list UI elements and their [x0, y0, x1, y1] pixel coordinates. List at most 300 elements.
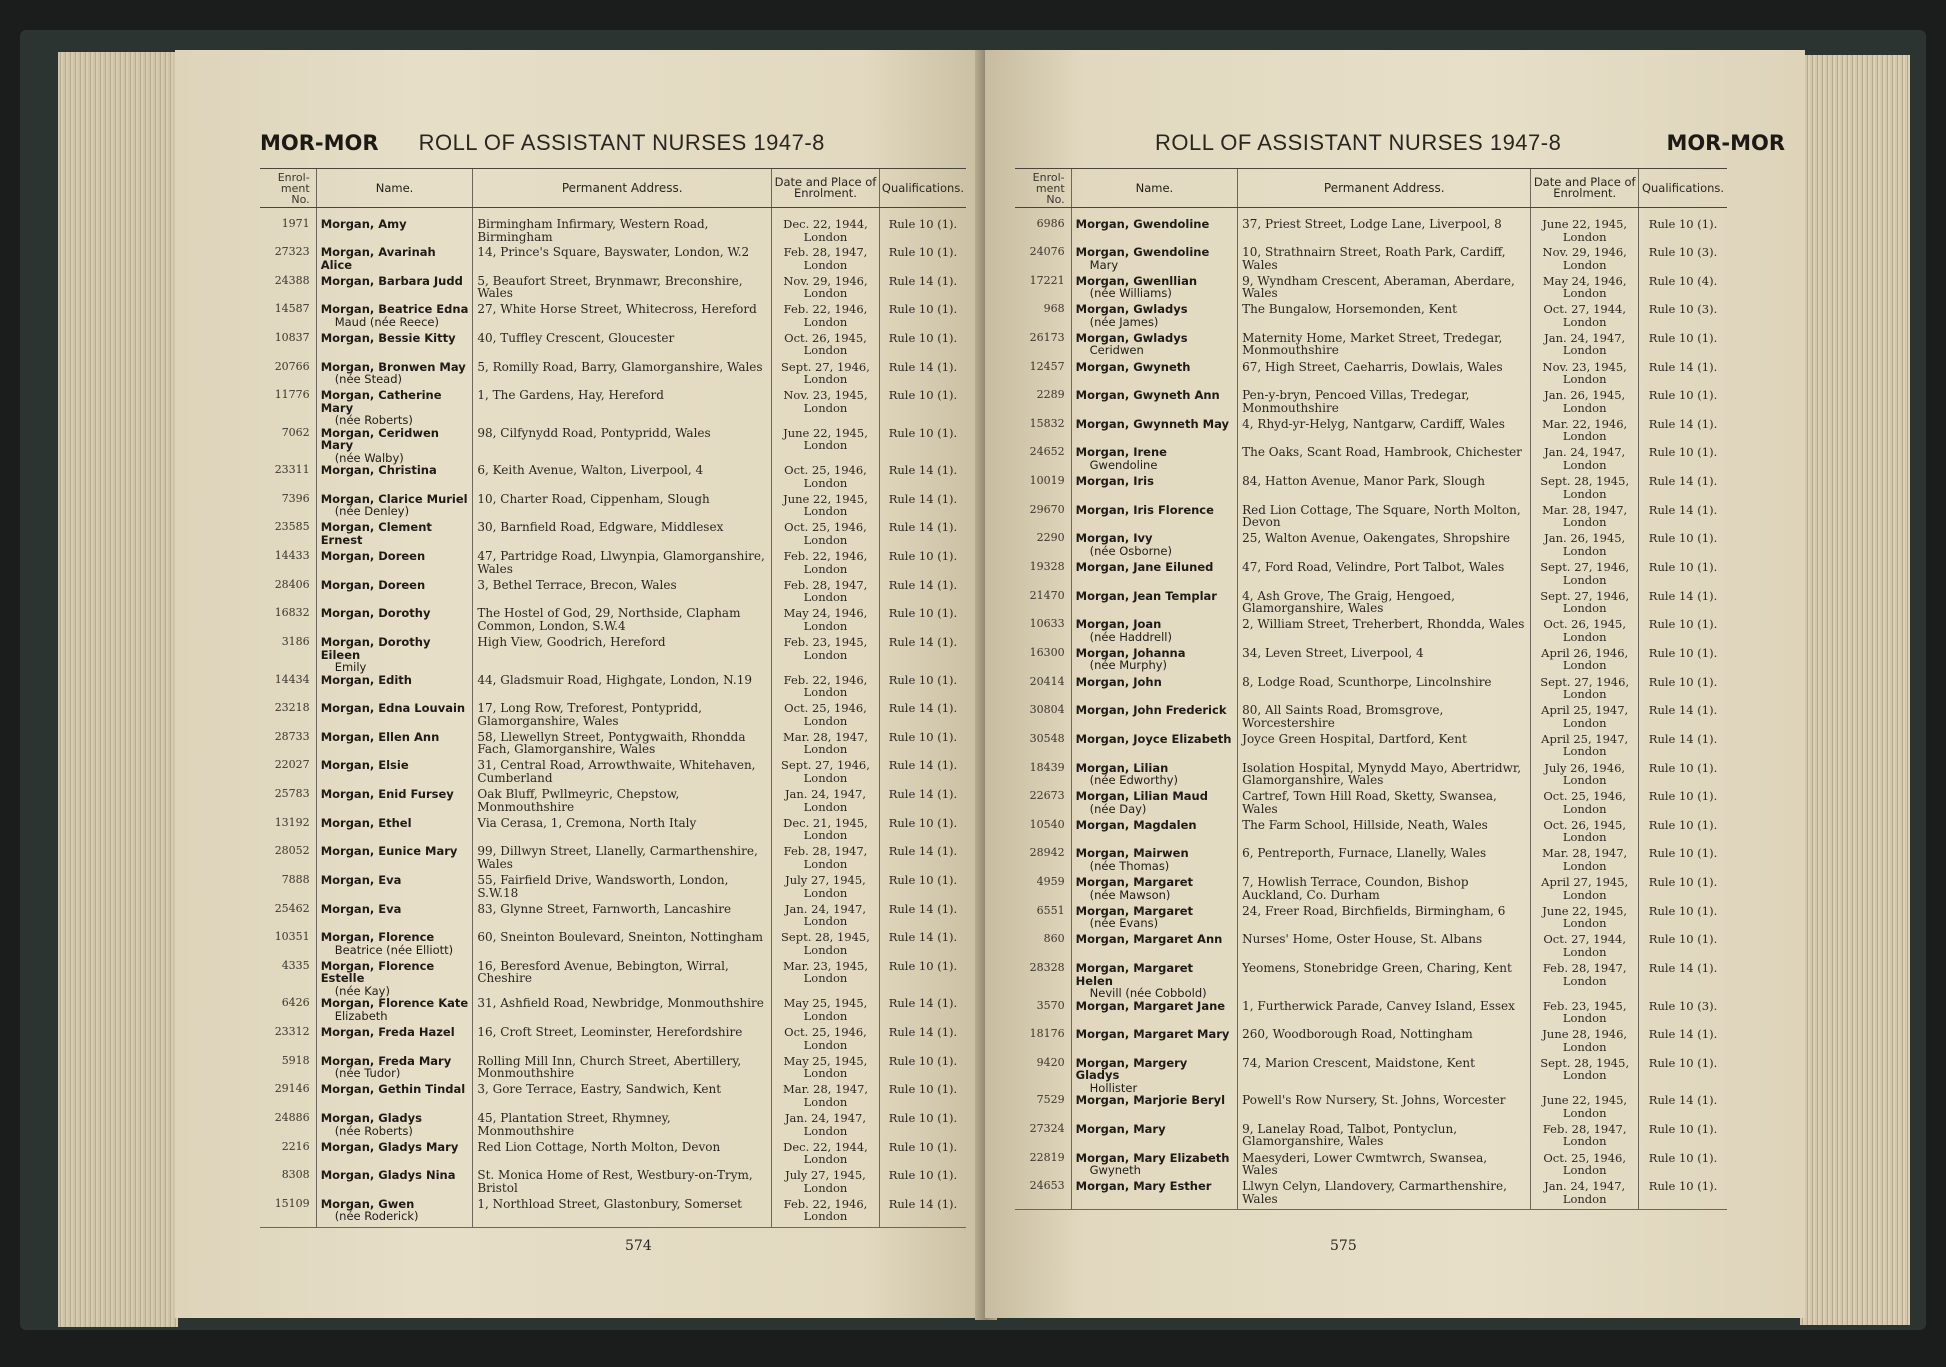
enrolment-number: 23585 — [274, 520, 310, 534]
qualification: Rule 14 (1). — [879, 788, 966, 817]
qualification: Rule 10 (1). — [1639, 762, 1727, 791]
nurse-name — [316, 1169, 473, 1198]
name-primary: Morgan, Gladys — [320, 1111, 422, 1126]
qualification: Rule 10 (1). — [879, 1141, 966, 1170]
table-row — [1015, 561, 1727, 590]
nurse-name — [316, 1026, 473, 1055]
enrolment-number: 6986 — [1036, 217, 1065, 230]
table-row — [1015, 1028, 1727, 1057]
name-primary: Morgan, Mary — [1075, 1121, 1166, 1136]
enrolment-number: 24076 — [1029, 245, 1065, 258]
name-primary: Morgan, Gladys Nina — [320, 1168, 456, 1183]
table-row — [260, 493, 966, 522]
qualification: Rule 14 (1). — [1639, 1028, 1727, 1057]
qualification: Rule 10 (1). — [879, 303, 966, 332]
permanent-address: 4, Rhyd-yr-Helyg, Nantgarw, Cardiff, Wales — [1238, 418, 1531, 447]
enrolment-number: 10837 — [274, 330, 310, 344]
table-row — [1015, 1000, 1727, 1029]
qualification: Rule 14 (1). — [1639, 361, 1727, 390]
name-primary: Morgan, Beatrice Edna — [320, 302, 469, 317]
enrolment-number: 28406 — [274, 577, 310, 591]
table-row — [1015, 1180, 1727, 1209]
nurse-name — [1071, 1028, 1238, 1057]
nurse-name — [316, 817, 473, 846]
name-primary: Morgan, Florence — [320, 930, 435, 945]
enrolment-number: 2216 — [281, 1139, 310, 1153]
nurse-name — [1071, 790, 1238, 819]
enrolment-date-place: Mar. 28, 1947, London — [772, 1083, 880, 1112]
qualification: Rule 10 (3). — [1639, 246, 1727, 275]
table-row — [260, 361, 966, 390]
qualification: Rule 10 (1). — [879, 1055, 966, 1084]
table-row — [1015, 361, 1727, 390]
nurse-name — [1071, 876, 1238, 905]
nurse-name — [1071, 1123, 1238, 1152]
qualification: Rule 14 (1). — [879, 521, 966, 550]
enrolment-date-place: July 27, 1945, London — [772, 874, 880, 903]
qualification: Rule 14 (1). — [1639, 590, 1727, 619]
name-primary: Morgan, Gwyneth — [1075, 359, 1191, 374]
qualification: Rule 14 (1). — [879, 361, 966, 390]
permanent-address: 44, Gladsmuir Road, Highgate, London, N.19 — [473, 674, 772, 703]
right-running-head-title: ROLL OF ASSISTANT NURSES 1947-8 — [1155, 130, 1562, 155]
name-primary: Morgan, Iris — [1075, 474, 1154, 489]
enrolment-date-place: Nov. 29, 1946, London — [772, 275, 880, 304]
table-row — [260, 1169, 966, 1198]
nurse-name — [1071, 475, 1238, 504]
nurse-name — [316, 275, 473, 304]
name-continuation: Hollister — [1089, 1080, 1138, 1095]
table-row — [260, 332, 966, 361]
enrolment-number: 28942 — [1029, 846, 1065, 860]
right-page-number: 575 — [1330, 1238, 1357, 1254]
name-continuation: (née Roberts) — [334, 1123, 413, 1138]
name-continuation: Gwyneth — [1089, 1163, 1141, 1178]
name-primary: Morgan, John Frederick — [1075, 703, 1227, 718]
table-row — [260, 427, 966, 465]
left-page-edges — [58, 52, 178, 1327]
table-row — [1015, 389, 1727, 418]
enrolment-date-place: May 24, 1946, London — [1531, 275, 1639, 304]
enrolment-number: 16300 — [1029, 645, 1065, 659]
permanent-address: Rolling Mill Inn, Church Street, Abertillery, Monmouthshire — [473, 1055, 772, 1084]
enrolment-date-place: Feb. 22, 1946, London — [772, 674, 880, 703]
table-row — [260, 275, 966, 304]
nurse-name — [1071, 532, 1238, 561]
enrolment-date-place: Jan. 24, 1947, London — [772, 788, 880, 817]
nurse-name — [1071, 733, 1238, 762]
enrolment-number: 10351 — [274, 930, 310, 944]
qualification: Rule 14 (1). — [879, 759, 966, 788]
name-continuation: (née Haddrell) — [1089, 629, 1172, 644]
name-primary: Morgan, Ethel — [320, 815, 412, 830]
qualification: Rule 10 (1). — [1639, 389, 1727, 418]
enrolment-number: 22027 — [274, 758, 310, 772]
enrolment-number: 6551 — [1036, 903, 1065, 917]
name-continuation: Mary — [1089, 257, 1119, 272]
enrolment-date-place: Mar. 28, 1947, London — [772, 731, 880, 760]
qualification: Rule 10 (1). — [879, 817, 966, 846]
col-enrolment-no: Enrol-ment No. — [260, 169, 316, 208]
table-row — [260, 997, 966, 1026]
qualification: Rule 10 (1). — [1639, 532, 1727, 561]
qualification: Rule 14 (1). — [879, 636, 966, 674]
nurse-name — [1071, 1180, 1238, 1209]
permanent-address: Yeomens, Stonebridge Green, Charing, Kent — [1238, 962, 1531, 1000]
name-primary: Morgan, Dorothy Eileen — [320, 635, 431, 662]
name-continuation: (née Murphy) — [1089, 658, 1168, 673]
enrolment-number: 3186 — [281, 635, 310, 649]
table-row — [1015, 819, 1727, 848]
permanent-address: 9, Wyndham Crescent, Aberaman, Aberdare, Wales — [1238, 275, 1531, 304]
name-primary: Morgan, Gwynneth May — [1075, 416, 1229, 431]
enrolment-date-place: Oct. 27, 1944, London — [1531, 303, 1639, 332]
permanent-address: Isolation Hospital, Mynydd Mayo, Abertridwr, Glamorganshire, Wales — [1238, 762, 1531, 791]
permanent-address: 55, Fairfield Drive, Wandsworth, London, S.W.18 — [473, 874, 772, 903]
enrolment-number: 22819 — [1029, 1150, 1065, 1164]
enrolment-number: 30548 — [1029, 731, 1065, 745]
permanent-address: 37, Priest Street, Lodge Lane, Liverpool, 8 — [1238, 208, 1531, 247]
table-row — [260, 1026, 966, 1055]
table-row — [1015, 704, 1727, 733]
name-primary: Morgan, Ivy — [1075, 531, 1153, 546]
left-page-number: 574 — [625, 1238, 652, 1254]
table-row — [1015, 905, 1727, 934]
name-continuation: Beatrice (née Elliott) — [334, 942, 454, 957]
enrolment-date-place: Jan. 24, 1947, London — [772, 903, 880, 932]
permanent-address: 1, Northload Street, Glastonbury, Somerset — [473, 1198, 772, 1227]
enrolment-date-place: Oct. 26, 1945, London — [772, 332, 880, 361]
qualification: Rule 10 (3). — [1639, 303, 1727, 332]
right-table-header-row — [1015, 169, 1727, 208]
permanent-address: 45, Plantation Street, Rhymney, Monmouthshire — [473, 1112, 772, 1141]
table-row — [260, 607, 966, 636]
nurse-name — [316, 1198, 473, 1227]
enrolment-number: 24653 — [1015, 1180, 1071, 1209]
enrolment-number: 13192 — [274, 815, 310, 829]
qualification: Rule 10 (1). — [1639, 1057, 1727, 1095]
enrolment-date-place: Feb. 28, 1947, London — [772, 246, 880, 275]
name-primary: Morgan, Amy — [320, 217, 407, 231]
table-row — [1015, 933, 1727, 962]
table-row — [260, 389, 966, 427]
table-row — [260, 521, 966, 550]
table-row — [260, 731, 966, 760]
nurse-name — [316, 788, 473, 817]
nurse-name — [1071, 819, 1238, 848]
enrolment-number: 16832 — [274, 606, 310, 620]
qualification: Rule 14 (1). — [879, 702, 966, 731]
name-primary: Morgan, Avarinah Alice — [320, 245, 436, 272]
table-row — [260, 960, 966, 998]
name-primary: Morgan, Mairwen — [1075, 846, 1189, 861]
enrolment-date-place: April 25, 1947, London — [1531, 704, 1639, 733]
nurse-name — [316, 332, 473, 361]
qualification: Rule 10 (1). — [1639, 676, 1727, 705]
permanent-address: The Bungalow, Horsemonden, Kent — [1238, 303, 1531, 332]
name-primary: Morgan, Margaret Mary — [1075, 1027, 1230, 1042]
permanent-address: 1, The Gardens, Hay, Hereford — [473, 389, 772, 427]
qualification: Rule 14 (1). — [879, 1198, 966, 1227]
permanent-address: 67, High Street, Caeharris, Dowlais, Wales — [1238, 361, 1531, 390]
qualification: Rule 10 (1). — [879, 332, 966, 361]
col-qualifications: Qualifications. — [879, 169, 966, 208]
name-primary: Morgan, Margaret — [1075, 903, 1194, 918]
name-primary: Morgan, Mary Esther — [1075, 1179, 1212, 1194]
col-date-place: Date and Place of Enrolment. — [1531, 169, 1639, 208]
qualification: Rule 10 (1). — [1639, 905, 1727, 934]
permanent-address: 16, Croft Street, Leominster, Herefordshire — [473, 1026, 772, 1055]
enrolment-date-place: Oct. 27, 1944, London — [1531, 933, 1639, 962]
permanent-address: High View, Goodrich, Hereford — [473, 636, 772, 674]
nurse-name — [1071, 303, 1238, 332]
enrolment-date-place: Sept. 28, 1945, London — [1531, 475, 1639, 504]
permanent-address: Cartref, Town Hill Road, Sketty, Swansea, Wales — [1238, 790, 1531, 819]
enrolment-date-place: Mar. 22, 1946, London — [1531, 418, 1639, 447]
permanent-address: Pen-y-bryn, Pencoed Villas, Tredegar, Monmouthshire — [1238, 389, 1531, 418]
table-row — [1015, 676, 1727, 705]
enrolment-number: 22673 — [1029, 789, 1065, 803]
name-continuation: (née Kay) — [334, 983, 390, 998]
permanent-address: 84, Hatton Avenue, Manor Park, Slough — [1238, 475, 1531, 504]
name-primary: Morgan, Irene — [1075, 445, 1167, 460]
qualification: Rule 14 (1). — [1639, 418, 1727, 447]
name-primary: Morgan, Lilian Maud — [1075, 789, 1208, 804]
enrolment-date-place: Mar. 23, 1945, London — [772, 960, 880, 998]
qualification: Rule 10 (1). — [879, 427, 966, 465]
table-row — [1015, 962, 1727, 1000]
enrolment-number: 28052 — [274, 844, 310, 858]
table-row — [260, 845, 966, 874]
enrolment-date-place: May 25, 1945, London — [772, 997, 880, 1026]
name-continuation: (née Evans) — [1089, 916, 1159, 931]
name-primary: Morgan, Lilian — [1075, 760, 1169, 775]
enrolment-number: 4335 — [281, 958, 310, 972]
table-row — [260, 1055, 966, 1084]
name-continuation: Maud (née Reece) — [334, 314, 439, 329]
table-row — [1015, 275, 1727, 304]
permanent-address: 3, Gore Terrace, Eastry, Sandwich, Kent — [473, 1083, 772, 1112]
nurse-name — [316, 579, 473, 608]
enrolment-number: 20414 — [1029, 674, 1065, 688]
nurse-name — [316, 208, 473, 247]
name-primary: Morgan, Gwendoline — [1075, 245, 1210, 259]
enrolment-date-place: May 24, 1946, London — [772, 607, 880, 636]
nurse-name — [1071, 847, 1238, 876]
enrolment-number: 860 — [1043, 932, 1065, 946]
table-row — [1015, 504, 1727, 533]
permanent-address: 1, Furtherwick Parade, Canvey Island, Essex — [1238, 1000, 1531, 1029]
col-name: Name. — [316, 169, 473, 208]
name-primary: Morgan, Gwyneth Ann — [1075, 388, 1220, 403]
enrolment-date-place: Oct. 26, 1945, London — [1531, 819, 1639, 848]
permanent-address: The Hostel of God, 29, Northside, Clapham Common, London, S.W.4 — [473, 607, 772, 636]
left-table-header-row — [260, 169, 966, 208]
qualification: Rule 14 (1). — [879, 275, 966, 304]
qualification: Rule 14 (1). — [879, 903, 966, 932]
enrolment-number: 30804 — [1029, 703, 1065, 717]
permanent-address: Powell's Row Nursery, St. Johns, Worcester — [1238, 1094, 1531, 1123]
qualification: Rule 14 (1). — [1639, 504, 1727, 533]
enrolment-number: 3570 — [1036, 998, 1065, 1012]
name-primary: Morgan, Barbara Judd — [320, 273, 463, 288]
name-primary: Morgan, Gwladys — [1075, 330, 1188, 345]
nurse-name — [1071, 361, 1238, 390]
name-primary: Morgan, Margaret Jane — [1075, 998, 1226, 1013]
name-primary: Morgan, Clarice Muriel — [320, 491, 468, 506]
enrolment-number: 26173 — [1029, 330, 1065, 344]
name-primary: Morgan, Gwenllian — [1075, 273, 1198, 288]
enrolment-date-place: Oct. 25, 1946, London — [772, 521, 880, 550]
nurse-name — [1071, 1057, 1238, 1095]
enrolment-date-place: Sept. 27, 1946, London — [1531, 676, 1639, 705]
qualification: Rule 10 (1). — [879, 731, 966, 760]
enrolment-date-place: Mar. 28, 1947, London — [1531, 504, 1639, 533]
table-row — [260, 1141, 966, 1170]
name-continuation: (née Thomas) — [1089, 858, 1170, 873]
permanent-address: 14, Prince's Square, Bayswater, London, W.2 — [473, 246, 772, 275]
qualification: Rule 10 (1). — [879, 550, 966, 579]
enrolment-number: 14433 — [274, 549, 310, 563]
table-row — [1015, 208, 1727, 247]
qualification: Rule 10 (1). — [879, 1083, 966, 1112]
table-row — [260, 674, 966, 703]
enrolment-date-place: Oct. 25, 1946, London — [772, 702, 880, 731]
permanent-address: Red Lion Cottage, North Molton, Devon — [473, 1141, 772, 1170]
permanent-address: 74, Marion Crescent, Maidstone, Kent — [1238, 1057, 1531, 1095]
permanent-address: Maesyderi, Lower Cwmtwrch, Swansea, Wales — [1238, 1152, 1531, 1181]
enrolment-number: 7529 — [1036, 1093, 1065, 1107]
qualification: Rule 14 (1). — [879, 464, 966, 493]
permanent-address: 40, Tuffley Crescent, Gloucester — [473, 332, 772, 361]
permanent-address: 260, Woodborough Road, Nottingham — [1238, 1028, 1531, 1057]
permanent-address: 25, Walton Avenue, Oakengates, Shropshire — [1238, 532, 1531, 561]
qualification: Rule 10 (1). — [879, 874, 966, 903]
qualification: Rule 10 (1). — [879, 208, 966, 247]
qualification: Rule 14 (1). — [879, 931, 966, 960]
enrolment-date-place: May 25, 1945, London — [772, 1055, 880, 1084]
name-primary: Morgan, Clement Ernest — [320, 520, 432, 547]
nurse-name — [1071, 962, 1238, 1000]
nurse-name — [316, 931, 473, 960]
nurse-name — [1071, 1094, 1238, 1123]
permanent-address: Maternity Home, Market Street, Tredegar, Monmouthshire — [1238, 332, 1531, 361]
enrolment-date-place: Sept. 28, 1945, London — [1531, 1057, 1639, 1095]
qualification: Rule 10 (1). — [1639, 933, 1727, 962]
qualification: Rule 10 (3). — [1639, 1000, 1727, 1029]
name-primary: Morgan, Marjorie Beryl — [1075, 1093, 1226, 1108]
table-row — [1015, 762, 1727, 791]
col-address: Permanent Address. — [1238, 169, 1531, 208]
left-running-head-code: MOR-MOR — [260, 131, 379, 155]
col-name: Name. — [1071, 169, 1238, 208]
enrolment-date-place: July 27, 1945, London — [772, 1169, 880, 1198]
table-row — [1015, 590, 1727, 619]
permanent-address: 10, Strathnairn Street, Roath Park, Cardiff, Wales — [1238, 246, 1531, 275]
table-row — [1015, 1152, 1727, 1181]
nurse-name — [316, 674, 473, 703]
table-row — [1015, 446, 1727, 475]
permanent-address: Via Cerasa, 1, Cremona, North Italy — [473, 817, 772, 846]
name-primary: Morgan, Jean Templar — [1075, 588, 1217, 603]
name-primary: Morgan, Joyce Elizabeth — [1075, 731, 1232, 746]
name-primary: Morgan, Iris Florence — [1075, 502, 1214, 517]
enrolment-number: 24388 — [274, 273, 310, 287]
nurse-name — [1071, 246, 1238, 275]
nurse-name — [1071, 446, 1238, 475]
name-primary: Morgan, Ceridwen Mary — [320, 425, 439, 453]
permanent-address: 83, Glynne Street, Farnworth, Lancashire — [473, 903, 772, 932]
permanent-address: 98, Cilfynydd Road, Pontypridd, Wales — [473, 427, 772, 465]
right-table-body — [1015, 208, 1727, 1210]
nurse-name — [316, 246, 473, 275]
name-primary: Morgan, John — [1075, 674, 1162, 689]
enrolment-number: 7888 — [281, 873, 310, 887]
enrolment-date-place: Feb. 28, 1947, London — [1531, 1123, 1639, 1152]
table-row — [260, 550, 966, 579]
permanent-address: 17, Long Row, Treforest, Pontypridd, Glamorganshire, Wales — [473, 702, 772, 731]
qualification: Rule 10 (4). — [1639, 275, 1727, 304]
enrolment-date-place: Feb. 28, 1947, London — [772, 579, 880, 608]
permanent-address: 9, Lanelay Road, Talbot, Pontyclun, Glamorganshire, Wales — [1238, 1123, 1531, 1152]
table-row — [1015, 876, 1727, 905]
enrolment-date-place: Mar. 28, 1947, London — [1531, 847, 1639, 876]
permanent-address: Joyce Green Hospital, Dartford, Kent — [1238, 733, 1531, 762]
qualification: Rule 10 (1). — [1639, 446, 1727, 475]
enrolment-number: 18176 — [1029, 1027, 1065, 1041]
nurse-name — [316, 636, 473, 674]
enrolment-date-place: Dec. 21, 1945, London — [772, 817, 880, 846]
qualification: Rule 10 (1). — [1639, 618, 1727, 647]
permanent-address: 99, Dillwyn Street, Llanelly, Carmarthenshire, Wales — [473, 845, 772, 874]
nurse-name — [316, 1112, 473, 1141]
qualification: Rule 10 (1). — [1639, 561, 1727, 590]
name-primary: Morgan, Gladys Mary — [320, 1139, 459, 1154]
qualification: Rule 10 (1). — [1639, 1123, 1727, 1152]
nurse-name — [316, 1083, 473, 1112]
name-primary: Morgan, Catherine Mary — [320, 388, 442, 415]
table-row — [260, 817, 966, 846]
left-page-header — [260, 130, 955, 170]
table-row — [1015, 733, 1727, 762]
name-primary: Morgan, Florence Estelle — [320, 958, 435, 986]
enrolment-number: 21470 — [1029, 588, 1065, 602]
qualification: Rule 10 (1). — [1639, 790, 1727, 819]
name-primary: Morgan, Doreen — [320, 577, 426, 592]
name-primary: Morgan, Johanna — [1075, 645, 1186, 660]
nurse-name — [316, 361, 473, 390]
nurse-name — [1071, 275, 1238, 304]
name-primary: Morgan, Freda Hazel — [320, 1025, 455, 1040]
permanent-address: 60, Sneinton Boulevard, Sneinton, Nottingham — [473, 931, 772, 960]
name-primary: Morgan, Magdalen — [1075, 817, 1197, 832]
enrolment-number: 968 — [1043, 302, 1065, 316]
nurse-name — [316, 464, 473, 493]
enrolment-number: 5918 — [281, 1053, 310, 1067]
nurse-name — [1071, 1000, 1238, 1029]
name-primary: Morgan, Joan — [1075, 617, 1162, 632]
table-row — [260, 1083, 966, 1112]
name-continuation: (née Denley) — [334, 504, 410, 519]
col-enrolment-no: Enrol-ment No. — [1015, 169, 1071, 208]
enrolment-number: 29146 — [274, 1082, 310, 1096]
enrolment-date-place: Feb. 28, 1947, London — [1531, 962, 1639, 1000]
enrolment-date-place: Sept. 27, 1946, London — [1531, 561, 1639, 590]
table-row — [1015, 418, 1727, 447]
qualification: Rule 10 (1). — [879, 246, 966, 275]
name-primary: Morgan, Mary Elizabeth — [1075, 1150, 1230, 1165]
enrolment-date-place: June 22, 1945, London — [1531, 905, 1639, 934]
